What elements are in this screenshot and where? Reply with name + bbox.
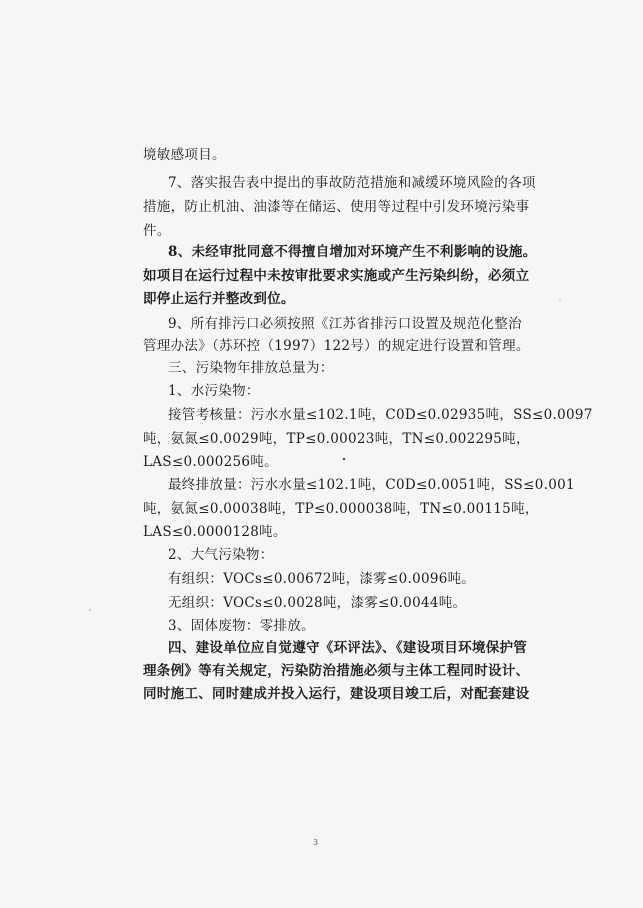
text-line: 有组织：VOCs≤0.00672吨，漆雾≤0.0096吨。 [168, 571, 476, 587]
text-fragment: 吨， [143, 431, 171, 447]
text-line: 件。 [143, 223, 171, 239]
text-line: 措施，防止机油、油漆等在储运、使用等过程中引发环境污染事 [143, 199, 530, 215]
text-fragment: 吨， [258, 431, 287, 447]
section-heading: 三、污染物年排放总量为： [168, 360, 334, 376]
text-line-justified [143, 429, 530, 449]
text-line: 接管考核量：污水水量≤102.1吨，C0D≤0.02935吨，SS≤0.0097 [168, 407, 593, 423]
text-fragment: 氨氮≤0.0029 [170, 431, 259, 447]
subsection-heading: 1、水污染物： [168, 383, 260, 399]
text-line: 7、落实报告表中提出的事故防范措施和减缓环境风险的各项 [168, 175, 536, 191]
text-line-bold: 即停止运行并整改到位。 [143, 291, 295, 307]
text-line-bold: 如项目在运行过程中未按审批要求实施或产生污染纠纷，必须立 [143, 268, 530, 284]
subsection-heading: 2、大气污染物： [168, 547, 274, 563]
text-line: 管理办法》（苏环控（1997）122号）的规定进行设置和管理。 [143, 338, 530, 354]
text-fragment: 吨， [374, 431, 403, 447]
text-fragment: 吨， [511, 501, 539, 517]
text-line: LAS≤0.000256吨。 [143, 454, 278, 470]
text-fragment: 氨氮≤0.00038 [170, 501, 268, 517]
text-line: 境敏感项目。 [143, 147, 226, 163]
text-fragment: TN≤0.002295 [402, 431, 503, 447]
text-line: 最终排放量：污水水量≤102.1吨，C0D≤0.0051吨，SS≤0.001 [168, 477, 575, 493]
text-line: 无组织：VOCs≤0.0028吨，漆雾≤0.0044吨。 [168, 595, 467, 611]
text-line: LAS≤0.0000128吨。 [143, 524, 287, 540]
text-line-justified [143, 499, 539, 519]
text-fragment: TP≤0.00023 [286, 431, 375, 447]
text-fragment: 吨， [392, 501, 421, 517]
text-fragment: TN≤0.00115 [420, 501, 512, 517]
text-line-bold: 四、建设单位应自觉遵守《环评法》、《建设项目环境保护管 [168, 640, 528, 656]
text-line-bold: 理条例》等有关规定，污染防治措施必须与主体工程同时设计、 [143, 663, 530, 679]
text-line-bold: 8、未经审批同意不得擅自增加对环境产生不利影响的设施。 [168, 244, 537, 260]
text-line-bold: 同时施工、同时建成并投入运行，建设项目竣工后，对配套建设 [143, 686, 530, 702]
text-fragment: TP≤0.000038 [295, 501, 393, 517]
page-number: 3 [313, 838, 319, 847]
text-fragment: 吨， [143, 501, 171, 517]
text-fragment: 吨， [502, 431, 530, 447]
subsection-heading: 3、固体废物：零排放。 [168, 618, 315, 634]
text-line: 9、所有排污口必须按照《江苏省排污口设置及规范化整治 [168, 316, 522, 332]
text-fragment: 吨， [267, 501, 296, 517]
